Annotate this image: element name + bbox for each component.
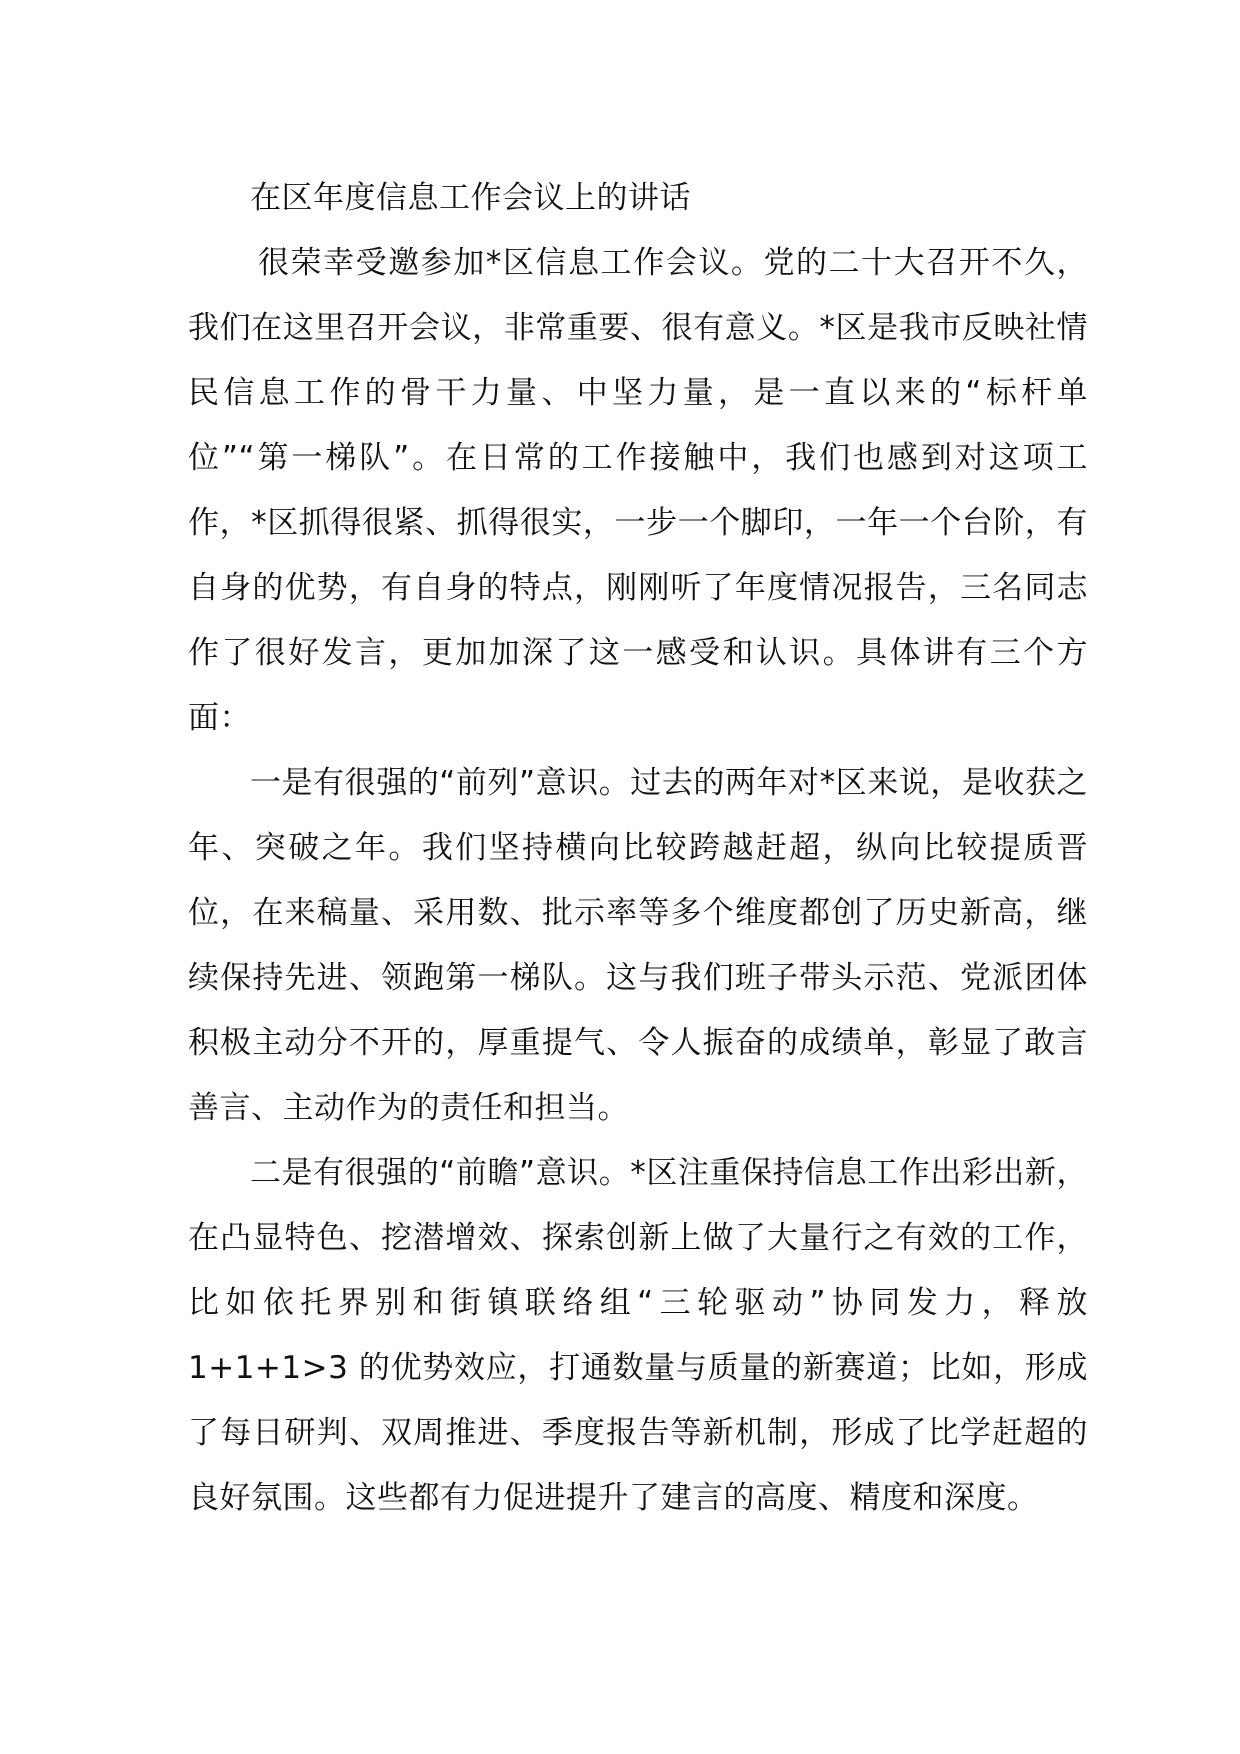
paragraph-point-one: 一是有很强的“前列”意识。过去的两年对*区来说，是收获之年、突破之年。我们坚持横向比较跨越赶超，纵向比较提质晋位，在来稿量、采用数、批示率等多个维度都创了历史新高，继续保持先进、领跑第一梯队。这与我们班子带头示范、党派团体积极主动分不开的，厚重提气、令人振奋的成绩单，彰显了敢言善言、主动作为的责任和担当。	[188, 765, 1088, 1126]
paragraph-point-two: 二是有很强的“前瞻”意识。*区注重保持信息工作出彩出新，在凸显特色、挖潜增效、探索创新上做了大量行之有效的工作，比如依托界别和街镇联络组“三轮驱动”协同发力，释放 1+1+1>3 的优势效应，打通数量与质量的新赛道；比如，形成了每日研判、双周推进、季度报告等新机制，形成了比学赶超的良好氛围。这些都有力促进提升了建言的高度、精度和深度。	[188, 1155, 1088, 1516]
document-body	[188, 166, 1088, 1531]
document-title: 在区年度信息工作会议上的讲话	[250, 180, 691, 216]
paragraph-intro: 很荣幸受邀参加*区信息工作会议。党的二十大召开不久，我们在这里召开会议，非常重要、很有意义。*区是我市反映社情民信息工作的骨干力量、中坚力量，是一直以来的“标杆单位”“第一梯队”。在日常的工作接触中，我们也感到对这项工作，*区抓得很紧、抓得很实，一步一个脚印，一年一个台阶，有自身的优势，有自身的特点，刚刚听了年度情况报告，三名同志作了很好发言，更加加深了这一感受和认识。具体讲有三个方面：	[188, 245, 1088, 736]
